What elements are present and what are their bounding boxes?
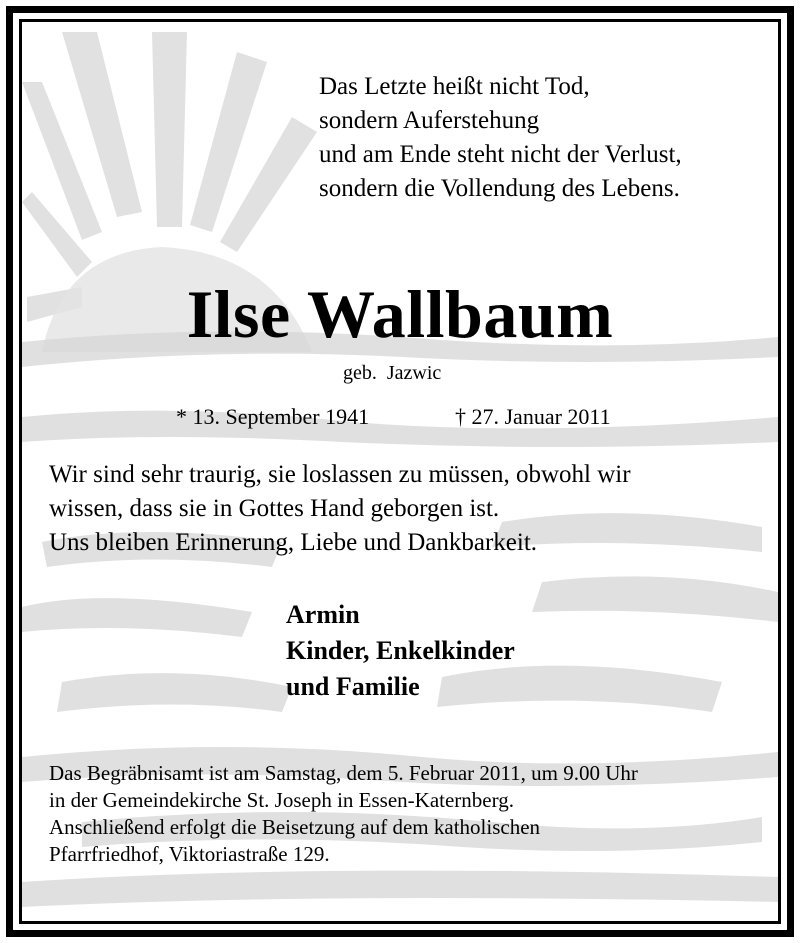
motto-line: und am Ende steht nicht der Verlust, bbox=[319, 141, 682, 168]
death-date: † 27. Januar 2011 bbox=[455, 404, 611, 429]
motto-line: Das Letzte heißt nicht Tod, bbox=[319, 73, 590, 100]
mourner-line: Armin bbox=[286, 600, 360, 629]
funeral-info-line: Pfarrfriedhof, Viktoriastraße 129. bbox=[49, 842, 330, 866]
motto-line: sondern Auferstehung bbox=[319, 107, 540, 134]
deceased-name: Ilse Wallbaum bbox=[186, 276, 614, 352]
motto-line: sondern die Vollendung des Lebens. bbox=[319, 175, 680, 202]
maiden-name: geb. Jazwic bbox=[343, 362, 442, 384]
funeral-info-line: in der Gemeindekirche St. Joseph in Essen-Katernberg. bbox=[49, 788, 514, 812]
mourner-line: Kinder, Enkelkinder bbox=[286, 636, 515, 665]
obituary-card bbox=[19, 19, 781, 924]
birth-date: * 13. September 1941 bbox=[176, 404, 370, 429]
mourner-line: und Familie bbox=[286, 672, 420, 701]
message-line: Uns bleiben Erinnerung, Liebe und Dankbarkeit. bbox=[49, 529, 538, 556]
message-line: Wir sind sehr traurig, sie loslassen zu müssen, obwohl wir bbox=[49, 461, 631, 488]
funeral-info-line: Anschließend erfolgt die Beisetzung auf dem katholischen bbox=[49, 815, 541, 839]
message-line: wissen, dass sie in Gottes Hand geborgen ist. bbox=[49, 495, 500, 522]
funeral-info-line: Das Begräbnisamt ist am Samstag, dem 5. Februar 2011, um 9.00 Uhr bbox=[49, 761, 638, 785]
